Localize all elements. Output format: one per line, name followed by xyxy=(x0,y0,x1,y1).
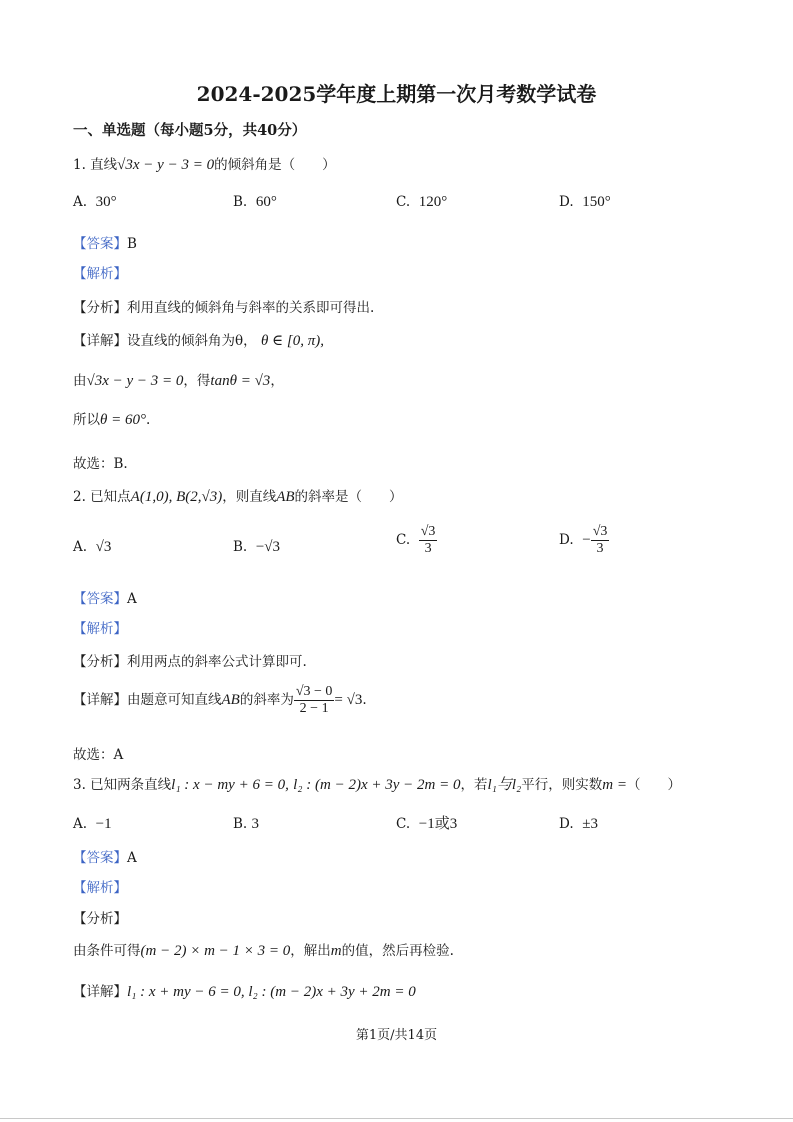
fraction-numerator: √3 xyxy=(420,524,436,539)
q1-prefix: 1. 直线 xyxy=(73,157,118,173)
q3-cond: l₁与l₂ xyxy=(487,777,522,793)
detail-tag: 【详解】 xyxy=(73,333,127,349)
step-prefix: 所以 xyxy=(73,412,100,428)
q3-analysis-tag: 【解析】 xyxy=(73,880,127,896)
step-mid: ，得 xyxy=(183,373,211,389)
q3-option-a xyxy=(73,814,112,834)
option-value: √3 xyxy=(95,539,112,555)
answer-value: A xyxy=(127,591,137,607)
step-formula: √3x − y − 3 = 0 xyxy=(86,373,184,389)
fraction-numerator: √3 − 0 xyxy=(295,684,333,699)
cond-suffix: 的值，然后再检验. xyxy=(341,943,454,959)
q3-suffix: （ ） xyxy=(626,777,681,793)
q3-line1: l₁ : x − my + 6 = 0, xyxy=(171,777,289,793)
fenxi-text: 利用两点的斜率公式计算即可. xyxy=(127,654,307,670)
option-label: A. xyxy=(73,816,88,832)
fraction-denominator: 3 xyxy=(596,541,604,556)
q3-line2: l₂ : (m − 2)x + 3y − 2m = 0 xyxy=(293,777,461,793)
q3-answer xyxy=(73,848,137,868)
section-heading: 一、单选题（每小题5分，共40分） xyxy=(73,122,307,139)
detail-tag: 【详解】 xyxy=(73,692,127,708)
option-label: B. xyxy=(233,539,248,555)
q3-fenxi-tag: 【分析】 xyxy=(73,911,127,927)
q2-fenxi xyxy=(73,652,307,672)
q3-prefix: 3. 已知两条直线 xyxy=(73,777,172,793)
q1-choose: 故选：B. xyxy=(73,456,128,472)
q3-mid2: 平行，则实数 xyxy=(521,777,603,793)
option-value: −1或3 xyxy=(418,816,458,832)
option-value: 150° xyxy=(582,194,611,210)
page-bottom-divider xyxy=(0,1118,793,1119)
q2-option-d xyxy=(559,524,609,557)
answer-value: A xyxy=(127,850,137,866)
q1-formula: √3x − y − 3 = 0 xyxy=(117,157,215,173)
q3-option-c xyxy=(396,814,457,834)
option-label: D. xyxy=(559,194,574,210)
q3-option-d xyxy=(559,814,598,834)
q2-analysis-tag: 【解析】 xyxy=(73,621,127,637)
q2-option-c xyxy=(396,524,437,557)
cond-prefix: 由条件可得 xyxy=(73,943,141,959)
q2-points: A(1,0), B(2,√3) xyxy=(130,489,223,505)
q2-detail xyxy=(73,684,367,717)
answer-tag: 【答案】 xyxy=(73,591,127,607)
detail-formula: l₁ : x + my − 6 = 0, l₂ : (m − 2)x + 3y + 2m = 0 xyxy=(127,984,416,1000)
q1-option-d xyxy=(559,192,611,212)
question-3-stem xyxy=(73,775,681,795)
answer-tag: 【答案】 xyxy=(73,850,127,866)
q1-option-c xyxy=(396,192,447,212)
option-value: 3 xyxy=(251,816,260,832)
q3-condition xyxy=(73,941,454,961)
step-end: ， xyxy=(270,373,284,389)
q2-answer xyxy=(73,589,137,609)
option-sign: − xyxy=(582,532,591,548)
fenxi-tag: 【分析】 xyxy=(73,654,127,670)
option-label: A. xyxy=(73,194,88,210)
q2-option-a xyxy=(73,537,111,557)
q1-detail xyxy=(73,331,324,351)
fraction-numerator: √3 xyxy=(592,524,608,539)
option-label: A. xyxy=(73,539,88,555)
q3-var: m = xyxy=(602,777,627,793)
detail-end: . xyxy=(362,692,367,708)
slope-fraction xyxy=(294,684,335,717)
detail-tag: 【详解】 xyxy=(73,984,127,1000)
option-value: −1 xyxy=(95,816,112,832)
q1-step2 xyxy=(73,410,150,430)
q3-mid: ，若 xyxy=(460,777,488,793)
option-value: ±3 xyxy=(582,816,598,832)
slope-result: = √3 xyxy=(334,692,363,708)
question-1-stem xyxy=(73,155,336,175)
detail-text: 设直线的倾斜角为θ， xyxy=(127,333,257,349)
cond-formula: (m − 2) × m − 1 × 3 = 0 xyxy=(140,943,291,959)
question-2-stem xyxy=(73,487,403,507)
option-value: 120° xyxy=(418,194,448,210)
option-label: C. xyxy=(396,194,411,210)
fenxi-tag: 【分析】 xyxy=(73,300,127,316)
answer-tag: 【答案】 xyxy=(73,236,127,252)
fraction xyxy=(419,524,438,557)
fraction xyxy=(591,524,610,557)
option-value: 60° xyxy=(255,194,277,210)
q2-suffix: 的斜率是（ ） xyxy=(294,489,403,505)
step-result: tanθ = √3 xyxy=(210,373,271,389)
q1-fenxi xyxy=(73,298,374,318)
q1-option-b xyxy=(233,192,277,212)
fraction-denominator: 3 xyxy=(424,541,432,556)
q2-prefix: 2. 已知点 xyxy=(73,489,131,505)
q1-analysis-tag: 【解析】 xyxy=(73,266,127,282)
cond-var: m xyxy=(330,943,342,959)
q2-line: AB xyxy=(276,489,295,505)
q1-step1 xyxy=(73,371,284,391)
q3-detail xyxy=(73,982,416,1002)
q3-option-b xyxy=(233,814,259,834)
step-formula: θ = 60° xyxy=(100,412,146,428)
cond-mid: ，解出 xyxy=(290,943,331,959)
option-value: −√3 xyxy=(255,539,281,555)
fenxi-text: 利用直线的倾斜角与斜率的关系即可得出. xyxy=(127,300,375,316)
fraction-denominator: 2 − 1 xyxy=(299,701,329,716)
step-end: . xyxy=(146,412,151,428)
option-value: 30° xyxy=(95,194,117,210)
q1-suffix: 的倾斜角是（ ） xyxy=(214,157,336,173)
step-prefix: 由 xyxy=(73,373,87,389)
page-number: 第1页/共14页 xyxy=(355,1028,438,1043)
detail-formula: θ ∈ [0, π), xyxy=(260,333,325,349)
q2-option-b xyxy=(233,537,280,557)
option-label: C. xyxy=(396,532,411,548)
q2-choose: 故选：A xyxy=(73,747,124,763)
detail-mid: 的斜率为 xyxy=(239,692,294,708)
answer-value: B xyxy=(127,236,137,252)
option-label: D. xyxy=(559,532,574,548)
option-label: D. xyxy=(559,816,574,832)
q1-option-a xyxy=(73,192,117,212)
detail-text: 由题意可知直线 xyxy=(127,692,222,708)
q2-mid: ，则直线 xyxy=(222,489,277,505)
option-label: B. xyxy=(233,816,248,832)
q1-answer xyxy=(73,234,137,254)
option-label: C. xyxy=(396,816,411,832)
page-title: 2024-2025学年度上期第一次月考数学试卷 xyxy=(196,82,597,106)
option-label: B. xyxy=(233,194,248,210)
detail-line: AB xyxy=(221,692,240,708)
